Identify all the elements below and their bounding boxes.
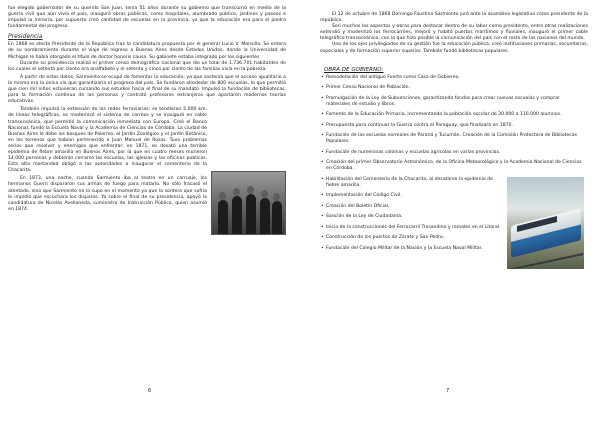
obra-list	[320, 75, 588, 252]
obra-de-gobierno-section	[320, 67, 588, 252]
paragraph-infrastructure: También impulsó la extensión de las redes ferroviarias; se tendieron 5.000 km. de líneas telegráficas, se modernizó el sistema de correos y se inauguró en cable transoceánico, que permitió la comunicación inmediata con Europa. Creó el Banco Nacional, fundó la Escuela Naval y la Academia de Ciencias de Córdoba. La ciudad de Buenos Aires le debe los bosques de Palermo, el Jardín Zoológico y el Jardín Botánico, en los terrenos que habían pertenecido a Juan Manuel de Rosas. Tuvo problemas serios que resolver y enemigos que enfrentar: en 1871, se desató una terrible epidemia de fiebre amarilla en Buenos Aires, por la que en cuatro meses murieron 14.000 personas y debieron cerrarse las escuelas, las iglesias y las oficinas públicas. Esta alta mortandad obligó a las autoridades a inaugurar el cementerio de la Chacarita.	[8, 107, 207, 174]
list-item: • Inicio de la construcciones del Ferrocarril Trasandino y ramales en el Litoral.	[322, 225, 584, 231]
page-number-left: 6	[148, 387, 152, 394]
paragraph-oath: El 12 de octubre de 1868 Domingo Faustino Sarmiento juró ante la asamblea legislativa como presidente de la república.	[320, 12, 588, 24]
train-photo	[507, 177, 584, 269]
list-item: • Fundación de las escuelas normales de Paraná y Tucumán. Creación de la Comisión Protectora de Bibliotecas Populares.	[322, 133, 584, 145]
paragraph-education: A partir de estos datos, Sarmiento se ocupó de fomentar la educación, ya que sostenía que el acceso igualitario a la misma era la única vía que garantizaría el progreso del país. Se fundaron alrededor de 800 escuelas, lo que permitió que cien mil niños estuvieran cursando sus estudios hacia el final de su mandato. Impulsó la fundación de bibliotecas, para la formación continua de las personas y contrató profesores extranjeros que aportaron modernos teorías educativas.	[8, 74, 286, 105]
list-item: • Promulgación de la Ley de Subvenciones, garantizando fondos para crear nuevas escuelas y comprar materiales de estudio y libros.	[322, 96, 584, 108]
obra-title: OBRA DE GOBIERNO:	[324, 66, 384, 73]
list-item: • Fundación de numerosas colonias y escuelas agrícolas en varias provincias.	[322, 150, 584, 156]
list-item: • Implementación del Código Civil.	[322, 193, 584, 199]
paragraph-election: En 1868 es electo Presidente de la República tras la candidatura propuesta por el general Lucio V. Mansilla. Se entera de su nombramiento durante el viaje de regreso a Buenos Aires desde Estados Unidos, donde la Universidad de Michigan le había otorgado el título de doctor honoris causa. Su gabinete estaba integrado por los siguientes	[8, 42, 286, 60]
historical-group-photo	[211, 171, 286, 235]
list-item: • Creación del primer Observatorio Astronómico, de la Oficina Meteorológica y la Academia Nacional de Ciencias en Córdoba.	[322, 160, 584, 172]
intro-paragraph: fue elegido gobernador de su querido San Juan, tenía 51 años durante su gobierno que transcurrió en medio de la guerra civil que aún vivía el país, inauguró obras públicas, como hospitales, alumbrado público, jardines y paseos e impulsó la minería, por supuesto creó cantidad de escuelas en la provincia, ya que la educación era para el piedra fundamental del progreso.	[8, 6, 286, 30]
paragraph-census: Durante su presidencia realizó el primer censo demográfico nacional que dio un total de 1.736.701 habitantes de los cuales el setenta por ciento era analfabeto y el setenta y cinco por ciento de las familias vivía en la pobreza.	[8, 60, 286, 72]
list-item: • Creación del Boletín Oficial.	[322, 204, 584, 210]
list-item: • Fomento de la Educación Primaria, incrementando la población escolar de 30.000 a 110.000 alumnos.	[322, 112, 584, 118]
paragraph-achievements: Son muchos los aspectos y obras para destacar dentro de su labor como presidente, entre otras realizaciones extendió y modernizó los ferrocarriles, mejoró y habitó puertos marítimos y fluviales, inauguró el primer cable telegráfico transoceánico, con lo que hizo posible la comunicación del país con el resto de las naciones del mundo.	[320, 24, 588, 42]
list-item: • Presupuesto para continuar la Guerra contra el Paraguay, que finalizará en 1870.	[322, 123, 584, 129]
list-item: • Primer Censo Nacional de Población.	[322, 85, 584, 91]
paragraph-attack: En 1873, una noche, cuando Sarmiento iba al teatro en un carruaje, los hermanos Guerri dispararon sus armas de fuego para matarlo. No sólo fracasó el atentado, sino que Sarmiento no lo supo en el momento ya que la sordera que sufría le impidió que escuchara los disparos. Ya sobre el final de su presidencia, apoyó la candidatura de Nicolás Avellaneda, suministro de Instrucción Pública, quien asumió en 1874.	[8, 176, 207, 212]
section-heading-presidencia: Presidencia	[8, 33, 43, 41]
list-item: • Remodelación del antiguo Fuerte como Casa de Gobierno.	[322, 75, 584, 81]
list-item: • Fundación del Colegio Militar de la Nación y la Escuela Naval Militar.	[322, 246, 584, 252]
right-page	[300, 0, 600, 424]
list-item: • Construcción de los puertos de Zárate y San Pedro.	[322, 235, 584, 241]
list-item: • Sanción de la Ley de Ciudadanía.	[322, 214, 584, 220]
paragraph-education-policy: Uno de los ejes privilegiados de su gestión fue la educación pública, creó instituciones primarias, secundarias, especiales y de formación superior superior. También fundó bibliotecas populares.	[320, 42, 588, 54]
list-item: • Habilitación del Cementerio de la Chacarita, al desatarse la epidemia de fiebre amarilla.	[322, 177, 584, 189]
page-number-right: 7	[446, 387, 450, 394]
